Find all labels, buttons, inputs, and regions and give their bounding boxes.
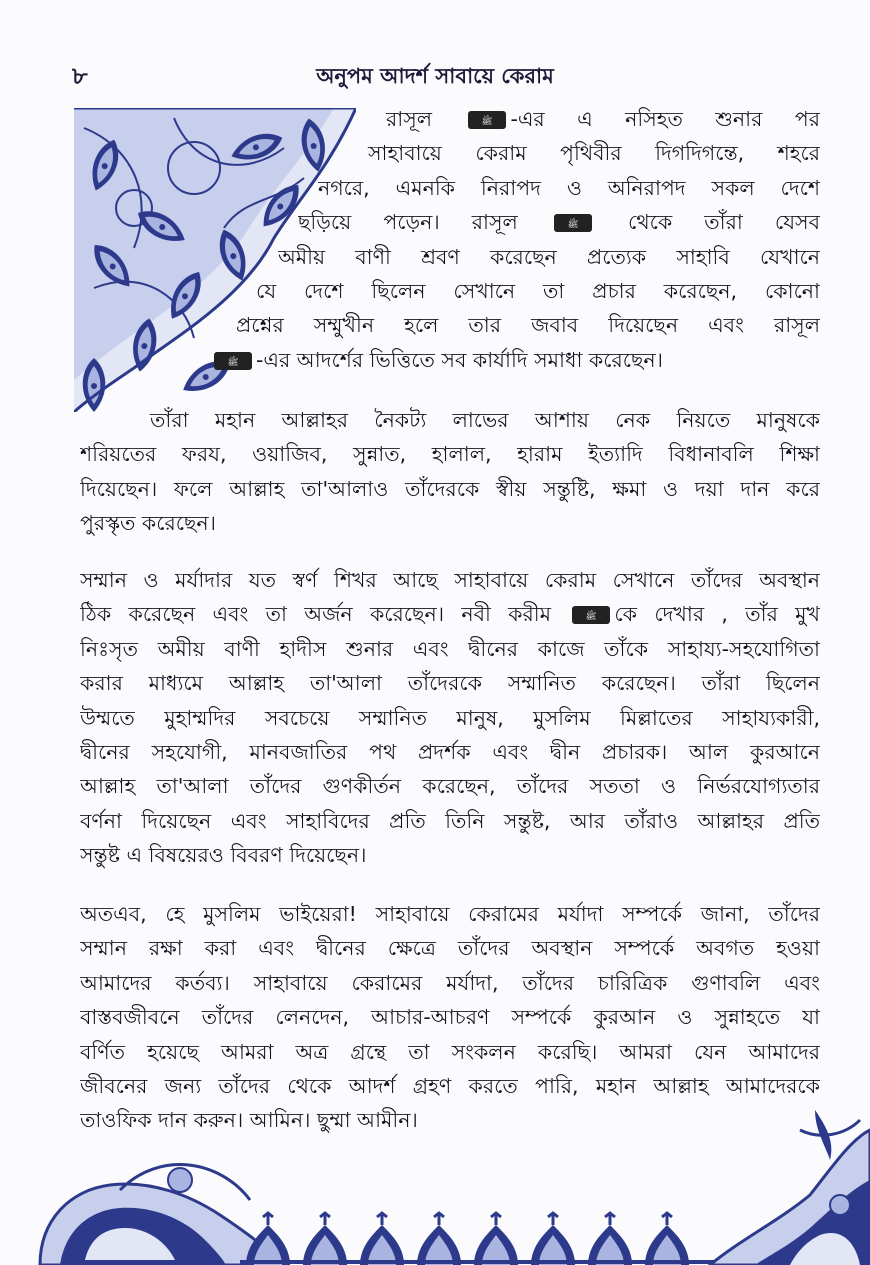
text-segment: -এর এ নসিহত শুনার পর: [510, 107, 820, 131]
text-segment: কে দেখার , তাঁর মুখ: [614, 602, 820, 627]
text-line: [80, 838, 820, 872]
text-segment: রাসূল: [386, 107, 465, 131]
text-segment: দ্বীনের সহযোগী, মানবজাতির পথ প্রদর্শক এবং দ্বীন প্রচারক। আল কুরআনে: [80, 739, 820, 764]
text-segment: সাহাবায়ে কেরাম পৃথিবীর দিগদিগন্তে, শহরে: [368, 141, 820, 166]
salawat-calligraphy-icon: [467, 109, 507, 131]
text-segment: সন্তুষ্ট এ বিষয়েরও বিবরণ দিয়েছেন।: [80, 843, 367, 868]
text-line: [80, 735, 820, 769]
text-line: [80, 563, 820, 597]
text-line: [210, 343, 820, 377]
text-segment: যে দেশে ছিলেন সেখানে তা প্রচার করেছেন, কোনো: [256, 278, 820, 303]
text-segment: তাঁরা মহান আল্লাহর নৈকট্য লাভের আশায় নেক নিয়তে মানুষকে: [150, 408, 820, 432]
text-segment: সম্মান ও মর্যাদার যত স্বর্ণ শিখর আছে সাহাবায়ে কেরাম সেখানে তাঁদের অবস্থান: [80, 568, 820, 592]
text-segment: বাস্তবজীবনে তাঁদের লেনদেন, আচার-আচরণ সম্পর্কে কুরআন ও সুন্নাহতে যা: [80, 1005, 820, 1030]
text-line: [318, 136, 820, 170]
text-segment: সম্মান রক্ষা করা এবং দ্বীনের ক্ষেত্রে তাঁদের অবস্থান সম্পর্কে অবগত হওয়া: [80, 936, 820, 961]
text-segment: শরিয়তের ফরয, ওয়াজিব, সুন্নাত, হালাল, হারাম ইত্যাদি বিধানাবলি শিক্ষা: [80, 442, 820, 467]
svg-text:ﷺ: ﷺ: [482, 117, 493, 127]
salawat-calligraphy-icon: [571, 604, 611, 626]
text-line: [80, 632, 820, 666]
text-segment: -এর আদর্শের ভিত্তিতে সব কার্যাদি সমাধা করেছেন।: [256, 347, 663, 372]
text-line: [80, 597, 820, 631]
text-line: [80, 506, 820, 540]
svg-text:ﷺ: ﷺ: [567, 220, 579, 231]
paragraph-1: [227, 102, 820, 377]
text-segment: আল্লাহ তা'আলা তাঁদের গুণকীর্তন করেছেন, তাঁদের সততা ও নির্ভরযোগ্যতার: [80, 774, 820, 799]
text-line: [80, 403, 820, 437]
text-line: [236, 308, 820, 342]
salawat-calligraphy-icon: [213, 350, 253, 372]
text-segment: জীবনের জন্য তাঁদের থেকে আদর্শ গ্রহণ করতে পারি, মহান আল্লাহ আমাদেরকে: [80, 1073, 820, 1098]
text-line: [318, 171, 820, 205]
svg-text:ﷺ: ﷺ: [585, 612, 597, 623]
paragraph-3: [80, 563, 820, 873]
text-line: [80, 966, 820, 1000]
text-line: [80, 437, 820, 471]
text-line: [318, 102, 820, 136]
text-line: [80, 666, 820, 700]
text-segment: উম্মতে মুহাম্মদির সবচেয়ে সম্মানিত মানুষ, মুসলিম মিল্লাতের সাহায্যকারী,: [80, 705, 820, 730]
text-line: [80, 931, 820, 965]
svg-text:ﷺ: ﷺ: [227, 357, 239, 368]
running-header: অনুপম আদর্শ সাবায়ে কেরাম: [316, 64, 554, 88]
text-segment: থেকে তাঁরা যেসব: [595, 210, 820, 235]
text-line: [80, 701, 820, 735]
text-segment: নগরে, এমনকি নিরাপদ ও অনিরাপদ সকল দেশে: [318, 175, 820, 200]
text-line: [298, 205, 820, 239]
text-segment: নিঃসৃত অমীয় বাণী হাদীস শুনার এবং দ্বীনের কাজে তাঁকে সাহায্য-সহযোগিতা: [80, 636, 820, 661]
text-segment: দিয়েছেন। ফলে আল্লাহ তা'আলাও তাঁদেরকে স্বীয় সন্তুষ্টি, ক্ষমা ও দয়া দান করে: [80, 476, 820, 501]
paragraph-4: [80, 897, 820, 1138]
text-segment: ঠিক করেছেন এবং তা অর্জন করেছেন। নবী করীম: [80, 602, 569, 627]
text-segment: ছড়িয়ে পড়েন। রাসূল: [298, 210, 550, 235]
text-line: [80, 1069, 820, 1103]
text-line: [80, 769, 820, 803]
text-segment: করার মাধ্যমে আল্লাহ তা'আলা তাঁদেরকে সম্মানিত করেছেন। তাঁরা ছিলেন: [80, 671, 820, 696]
text-segment: বর্ণনা দিয়েছেন এবং সাহাবিদের প্রতি তিনি সন্তুষ্ট, আর তাঁরাও আল্লাহর প্রতি: [80, 808, 820, 833]
text-line: [80, 1035, 820, 1069]
text-segment: বর্ণিত হয়েছে আমরা অত্র গ্রন্থে তা সংকলন করেছি। আমরা যেন আমাদের: [80, 1039, 820, 1064]
paragraph-2: [80, 403, 820, 541]
page-number: ৮: [72, 62, 88, 90]
text-line: [80, 804, 820, 838]
text-segment: অমীয় বাণী শ্রবণ করেছেন প্রত্যেক সাহাবি যেখানে: [278, 244, 820, 269]
salawat-calligraphy-icon: [553, 212, 593, 234]
text-line: [278, 240, 820, 274]
text-segment: আমাদের কর্তব্য। সাহাবায়ে কেরামের মর্যাদা, তাঁদের চারিত্রিক গুণাবলি এবং: [80, 970, 820, 995]
text-segment: পুরস্কৃত করেছেন।: [80, 511, 216, 536]
text-line: [80, 897, 820, 931]
text-line: [80, 1000, 820, 1034]
text-line: [80, 472, 820, 506]
text-segment: প্রশ্নের সম্মুখীন হলে তার জবাব দিয়েছেন এবং রাসূল: [236, 313, 820, 338]
text-segment: তাওফিক দান করুন। আমিন। ছুম্মা আমীন।: [80, 1108, 418, 1133]
text-line: [256, 274, 820, 308]
text-segment: অতএব, হে মুসলিম ভাইয়েরা! সাহাবায়ে কেরামের মর্যাদা সম্পর্কে জানা, তাঁদের: [80, 902, 820, 926]
floral-border-ornament-icon: [0, 1110, 870, 1265]
